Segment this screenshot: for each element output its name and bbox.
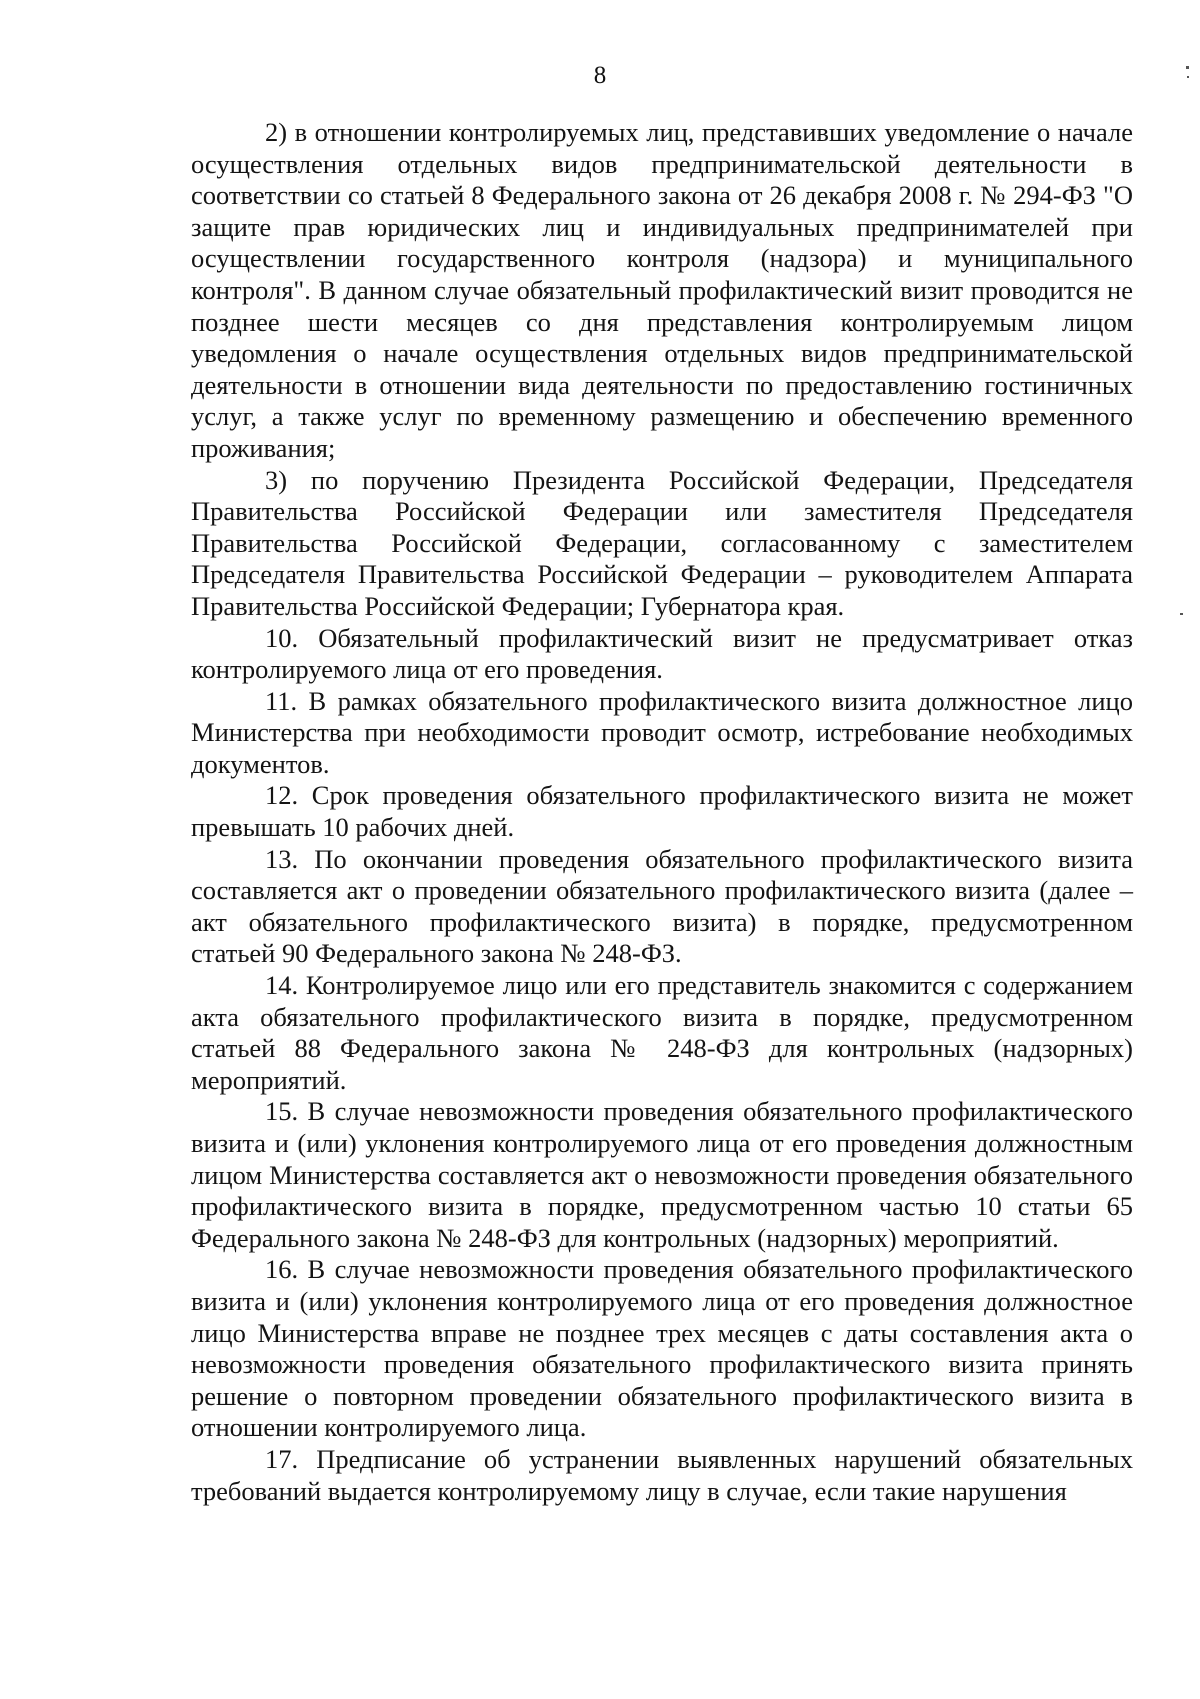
paragraph-14: 14. Контролируемое лицо или его представитель знакомится с содержанием акта обязательного профилактического визита в порядке, предусмотренном статьей 88 Федерального закона № 248-ФЗ для контрольных (надзорных) мероприятий.	[191, 970, 1133, 1095]
paragraph-15: 15. В случае невозможности проведения обязательного профилактического визита и (или) уклонения контролируемого лица от его проведения должностным лицом Министерства составляется акт о невозможности проведения обязательного профилактического визита в порядке, предусмотренном частью 10 статьи 65 Федерального закона № 248-ФЗ для контрольных (надзорных) мероприятий.	[191, 1096, 1133, 1253]
paragraph-10: 10. Обязательный профилактический визит не предусматривает отказ контролируемого лица от его проведения.	[191, 622, 1133, 685]
scan-mark-side	[1180, 613, 1183, 615]
paragraph-11: 11. В рамках обязательного профилактического визита должностное лицо Министерства при необходимости проводит осмотр, истребование необходимых документов.	[191, 685, 1133, 779]
paragraph-item-3: 3) по поручению Президента Российской Федерации, Председателя Правительства Российской Федерации или заместителя Председателя Правительства Российской Федерации, согласованному с заместителем Председателя Правительства Российской Федерации – руководителем Аппарата Правительства Российской Федерации; Губернатора края.	[191, 464, 1133, 621]
paragraph-item-2: 2) в отношении контролируемых лиц, представивших уведомление о начале осуществления отдельных видов предпринимательской деятельности в соответствии со статьей 8 Федерального закона от 26 декабря 2008 г. № 294-ФЗ "О защите прав юридических лиц и индивидуальных предпринимателей при осуществлении государственного контроля (надзора) и муниципального контроля". В данном случае обязательный профилактический визит проводится не позднее шести месяцев со дня представления контролируемым лицом уведомления о начале осуществления отдельных видов предпринимательской деятельности в отношении вида деятельности по предоставлению гостиничных услуг, а также услуг по временному размещению и обеспечению временного проживания;	[191, 117, 1133, 463]
paragraph-12: 12. Срок проведения обязательного профилактического визита не может превышать 10 рабочих дней.	[191, 780, 1133, 843]
document-body	[191, 117, 1133, 1507]
paragraph-17: 17. Предписание об устранении выявленных нарушений обязательных требований выдается контролируемому лицу в случае, если такие нарушения	[191, 1443, 1133, 1506]
scan-mark-top	[1186, 66, 1189, 69]
page-number: 8	[593, 62, 607, 89]
paragraph-16: 16. В случае невозможности проведения обязательного профилактического визита и (или) уклонения контролируемого лица от его проведения должностное лицо Министерства вправе не позднее трех месяцев с даты составления акта о невозможности проведения обязательного профилактического визита принять решение о повторном проведении обязательного профилактического визита в отношении контролируемого лица.	[191, 1254, 1133, 1443]
scan-mark-top-2	[1187, 76, 1189, 78]
paragraph-13: 13. По окончании проведения обязательного профилактического визита составляется акт о проведении обязательного профилактического визита (далее – акт обязательного профилактического визита) в порядке, предусмотренном статьей 90 Федерального закона № 248-ФЗ.	[191, 843, 1133, 969]
